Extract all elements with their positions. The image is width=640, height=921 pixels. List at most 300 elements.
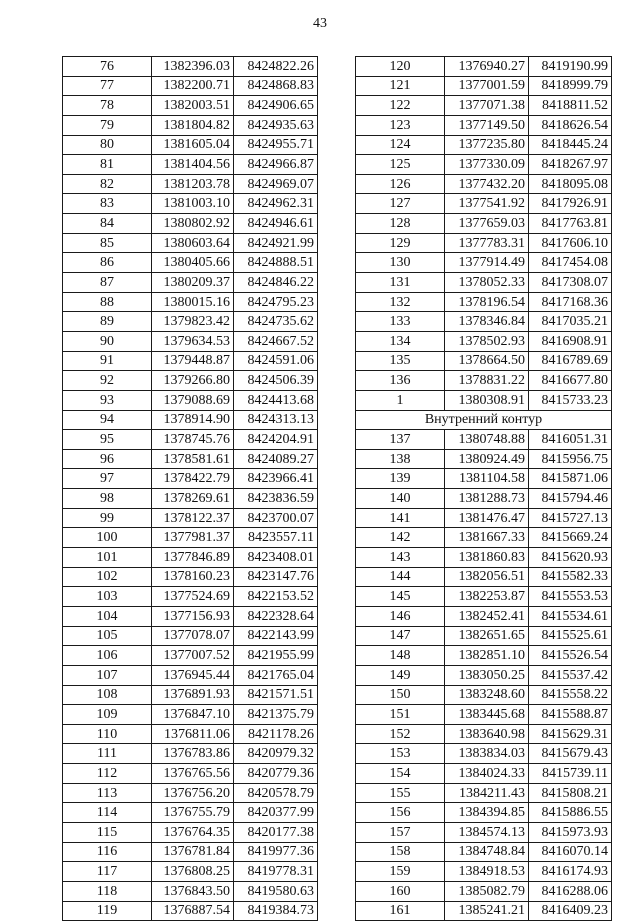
x-coordinate-cell: 1383640.98 xyxy=(445,724,529,744)
point-number-cell: 161 xyxy=(356,901,445,921)
y-coordinate-cell: 8415727.13 xyxy=(529,508,612,528)
table-row xyxy=(63,57,318,77)
table-row xyxy=(63,744,318,764)
point-number-cell: 91 xyxy=(63,351,152,371)
y-coordinate-cell: 8420779.36 xyxy=(234,764,318,784)
table-row xyxy=(63,194,318,214)
y-coordinate-cell: 8417308.07 xyxy=(529,273,612,293)
x-coordinate-cell: 1382253.87 xyxy=(445,587,529,607)
y-coordinate-cell: 8423147.76 xyxy=(234,567,318,587)
y-coordinate-cell: 8418811.52 xyxy=(529,96,612,116)
y-coordinate-cell: 8424591.06 xyxy=(234,351,318,371)
table-row xyxy=(63,783,318,803)
page-number: 43 xyxy=(313,16,327,31)
point-number-cell: 86 xyxy=(63,253,152,273)
x-coordinate-cell: 1385082.79 xyxy=(445,881,529,901)
point-number-cell: 117 xyxy=(63,862,152,882)
table-row xyxy=(356,764,612,784)
table-row xyxy=(63,665,318,685)
table-row xyxy=(356,371,612,391)
table-row xyxy=(356,174,612,194)
point-number-cell: 84 xyxy=(63,214,152,234)
x-coordinate-cell: 1377235.80 xyxy=(445,135,529,155)
point-number-cell: 144 xyxy=(356,567,445,587)
table-row xyxy=(63,881,318,901)
y-coordinate-cell: 8424846.22 xyxy=(234,273,318,293)
y-coordinate-cell: 8421765.04 xyxy=(234,665,318,685)
table-row xyxy=(63,174,318,194)
y-coordinate-cell: 8424966.87 xyxy=(234,155,318,175)
x-coordinate-cell: 1376811.06 xyxy=(152,724,234,744)
table-row xyxy=(356,292,612,312)
table-row xyxy=(356,331,612,351)
point-number-cell: 102 xyxy=(63,567,152,587)
x-coordinate-cell: 1376847.10 xyxy=(152,705,234,725)
x-coordinate-cell: 1384211.43 xyxy=(445,783,529,803)
table-row xyxy=(356,390,612,410)
y-coordinate-cell: 8420979.32 xyxy=(234,744,318,764)
y-coordinate-cell: 8415525.61 xyxy=(529,626,612,646)
table-row xyxy=(356,351,612,371)
table-row xyxy=(63,901,318,921)
table-row xyxy=(356,57,612,77)
y-coordinate-cell: 8415526.54 xyxy=(529,646,612,666)
y-coordinate-cell: 8416789.69 xyxy=(529,351,612,371)
point-number-cell: 118 xyxy=(63,881,152,901)
y-coordinate-cell: 8424946.61 xyxy=(234,214,318,234)
point-number-cell: 152 xyxy=(356,724,445,744)
table-row xyxy=(356,548,612,568)
y-coordinate-cell: 8424969.07 xyxy=(234,174,318,194)
x-coordinate-cell: 1383834.03 xyxy=(445,744,529,764)
y-coordinate-cell: 8415973.93 xyxy=(529,822,612,842)
table-row xyxy=(63,469,318,489)
y-coordinate-cell: 8415739.11 xyxy=(529,764,612,784)
table-row xyxy=(63,331,318,351)
x-coordinate-cell: 1383445.68 xyxy=(445,705,529,725)
x-coordinate-cell: 1377783.31 xyxy=(445,233,529,253)
x-coordinate-cell: 1377524.69 xyxy=(152,587,234,607)
y-coordinate-cell: 8415582.33 xyxy=(529,567,612,587)
table-row xyxy=(63,842,318,862)
x-coordinate-cell: 1377149.50 xyxy=(445,115,529,135)
point-number-cell: 130 xyxy=(356,253,445,273)
x-coordinate-cell: 1383050.25 xyxy=(445,665,529,685)
point-number-cell: 142 xyxy=(356,528,445,548)
table-row xyxy=(63,764,318,784)
x-coordinate-cell: 1377007.52 xyxy=(152,646,234,666)
table-row xyxy=(356,744,612,764)
point-number-cell: 149 xyxy=(356,665,445,685)
y-coordinate-cell: 8418626.54 xyxy=(529,115,612,135)
point-number-cell: 146 xyxy=(356,606,445,626)
point-number-cell: 103 xyxy=(63,587,152,607)
point-number-cell: 143 xyxy=(356,548,445,568)
x-coordinate-cell: 1376945.44 xyxy=(152,665,234,685)
point-number-cell: 82 xyxy=(63,174,152,194)
coordinates-table-right-body xyxy=(356,57,612,921)
point-number-cell: 81 xyxy=(63,155,152,175)
y-coordinate-cell: 8423408.01 xyxy=(234,548,318,568)
point-number-cell: 155 xyxy=(356,783,445,803)
point-number-cell: 89 xyxy=(63,312,152,332)
table-row xyxy=(63,371,318,391)
y-coordinate-cell: 8416288.06 xyxy=(529,881,612,901)
y-coordinate-cell: 8415886.55 xyxy=(529,803,612,823)
table-row xyxy=(63,292,318,312)
table-row xyxy=(356,783,612,803)
table-row xyxy=(356,606,612,626)
table-row xyxy=(63,489,318,509)
point-number-cell: 104 xyxy=(63,606,152,626)
y-coordinate-cell: 8417035.21 xyxy=(529,312,612,332)
x-coordinate-cell: 1381003.10 xyxy=(152,194,234,214)
coordinates-table-left-body xyxy=(63,57,318,921)
point-number-cell: 160 xyxy=(356,881,445,901)
x-coordinate-cell: 1376781.84 xyxy=(152,842,234,862)
y-coordinate-cell: 8417926.91 xyxy=(529,194,612,214)
table-row xyxy=(63,724,318,744)
x-coordinate-cell: 1377541.92 xyxy=(445,194,529,214)
x-coordinate-cell: 1383248.60 xyxy=(445,685,529,705)
y-coordinate-cell: 8421955.99 xyxy=(234,646,318,666)
x-coordinate-cell: 1376891.93 xyxy=(152,685,234,705)
table-row xyxy=(356,862,612,882)
x-coordinate-cell: 1384918.53 xyxy=(445,862,529,882)
y-coordinate-cell: 8424795.23 xyxy=(234,292,318,312)
y-coordinate-cell: 8419190.99 xyxy=(529,57,612,77)
y-coordinate-cell: 8424962.31 xyxy=(234,194,318,214)
y-coordinate-cell: 8417606.10 xyxy=(529,233,612,253)
x-coordinate-cell: 1377156.93 xyxy=(152,606,234,626)
x-coordinate-cell: 1380748.88 xyxy=(445,430,529,450)
table-row xyxy=(356,312,612,332)
y-coordinate-cell: 8421571.51 xyxy=(234,685,318,705)
y-coordinate-cell: 8422143.99 xyxy=(234,626,318,646)
point-number-cell: 88 xyxy=(63,292,152,312)
x-coordinate-cell: 1380308.91 xyxy=(445,390,529,410)
point-number-cell: 111 xyxy=(63,744,152,764)
x-coordinate-cell: 1377001.59 xyxy=(445,76,529,96)
point-number-cell: 101 xyxy=(63,548,152,568)
table-row xyxy=(63,528,318,548)
point-number-cell: 96 xyxy=(63,449,152,469)
y-coordinate-cell: 8416070.14 xyxy=(529,842,612,862)
table-row xyxy=(356,469,612,489)
point-number-cell: 156 xyxy=(356,803,445,823)
x-coordinate-cell: 1376764.35 xyxy=(152,822,234,842)
table-row xyxy=(356,567,612,587)
x-coordinate-cell: 1378346.84 xyxy=(445,312,529,332)
point-number-cell: 92 xyxy=(63,371,152,391)
point-number-cell: 77 xyxy=(63,76,152,96)
table-row xyxy=(63,253,318,273)
y-coordinate-cell: 8415871.06 xyxy=(529,469,612,489)
table-row xyxy=(63,115,318,135)
table-row xyxy=(63,803,318,823)
table-row xyxy=(63,312,318,332)
table-row xyxy=(63,96,318,116)
x-coordinate-cell: 1384748.84 xyxy=(445,842,529,862)
table-row xyxy=(63,862,318,882)
point-number-cell: 80 xyxy=(63,135,152,155)
table-row xyxy=(63,449,318,469)
table-row xyxy=(356,508,612,528)
x-coordinate-cell: 1381476.47 xyxy=(445,508,529,528)
y-coordinate-cell: 8417454.08 xyxy=(529,253,612,273)
point-number-cell: 100 xyxy=(63,528,152,548)
table-row xyxy=(356,449,612,469)
y-coordinate-cell: 8424204.91 xyxy=(234,430,318,450)
table-row xyxy=(356,194,612,214)
point-number-cell: 87 xyxy=(63,273,152,293)
x-coordinate-cell: 1380802.92 xyxy=(152,214,234,234)
table-row xyxy=(356,901,612,921)
x-coordinate-cell: 1376887.54 xyxy=(152,901,234,921)
y-coordinate-cell: 8420377.99 xyxy=(234,803,318,823)
x-coordinate-cell: 1382200.71 xyxy=(152,76,234,96)
x-coordinate-cell: 1381804.82 xyxy=(152,115,234,135)
table-row xyxy=(356,135,612,155)
x-coordinate-cell: 1378422.79 xyxy=(152,469,234,489)
table-row xyxy=(356,528,612,548)
point-number-cell: 136 xyxy=(356,371,445,391)
x-coordinate-cell: 1379634.53 xyxy=(152,331,234,351)
point-number-cell: 78 xyxy=(63,96,152,116)
table-row xyxy=(63,587,318,607)
table-row xyxy=(356,724,612,744)
point-number-cell: 93 xyxy=(63,390,152,410)
y-coordinate-cell: 8420177.38 xyxy=(234,822,318,842)
y-coordinate-cell: 8415956.75 xyxy=(529,449,612,469)
y-coordinate-cell: 8415679.43 xyxy=(529,744,612,764)
y-coordinate-cell: 8416409.23 xyxy=(529,901,612,921)
x-coordinate-cell: 1376808.25 xyxy=(152,862,234,882)
point-number-cell: 153 xyxy=(356,744,445,764)
table-row xyxy=(63,626,318,646)
table-row xyxy=(356,233,612,253)
point-number-cell: 151 xyxy=(356,705,445,725)
y-coordinate-cell: 8423836.59 xyxy=(234,489,318,509)
point-number-cell: 125 xyxy=(356,155,445,175)
x-coordinate-cell: 1381104.58 xyxy=(445,469,529,489)
y-coordinate-cell: 8415733.23 xyxy=(529,390,612,410)
point-number-cell: 113 xyxy=(63,783,152,803)
x-coordinate-cell: 1380405.66 xyxy=(152,253,234,273)
x-coordinate-cell: 1378914.90 xyxy=(152,410,234,430)
y-coordinate-cell: 8415620.93 xyxy=(529,548,612,568)
point-number-cell: 135 xyxy=(356,351,445,371)
x-coordinate-cell: 1378502.93 xyxy=(445,331,529,351)
inner-contour-header: Внутренний контур xyxy=(356,410,612,430)
x-coordinate-cell: 1376843.50 xyxy=(152,881,234,901)
table-row xyxy=(63,214,318,234)
y-coordinate-cell: 8417168.36 xyxy=(529,292,612,312)
table-row xyxy=(356,626,612,646)
y-coordinate-cell: 8424868.83 xyxy=(234,76,318,96)
table-row xyxy=(63,233,318,253)
y-coordinate-cell: 8419384.73 xyxy=(234,901,318,921)
point-number-cell: 79 xyxy=(63,115,152,135)
point-number-cell: 159 xyxy=(356,862,445,882)
point-number-cell: 95 xyxy=(63,430,152,450)
x-coordinate-cell: 1380209.37 xyxy=(152,273,234,293)
point-number-cell: 127 xyxy=(356,194,445,214)
table-row xyxy=(356,96,612,116)
y-coordinate-cell: 8424506.39 xyxy=(234,371,318,391)
y-coordinate-cell: 8424413.68 xyxy=(234,390,318,410)
table-row xyxy=(356,253,612,273)
point-number-cell: 99 xyxy=(63,508,152,528)
y-coordinate-cell: 8424955.71 xyxy=(234,135,318,155)
y-coordinate-cell: 8415558.22 xyxy=(529,685,612,705)
table-row xyxy=(63,685,318,705)
table-row xyxy=(63,430,318,450)
table-row xyxy=(63,390,318,410)
y-coordinate-cell: 8424888.51 xyxy=(234,253,318,273)
point-number-cell: 138 xyxy=(356,449,445,469)
y-coordinate-cell: 8424089.27 xyxy=(234,449,318,469)
x-coordinate-cell: 1377659.03 xyxy=(445,214,529,234)
table-row xyxy=(63,508,318,528)
y-coordinate-cell: 8422153.52 xyxy=(234,587,318,607)
table-row xyxy=(63,606,318,626)
coordinates-table-left xyxy=(62,56,318,921)
x-coordinate-cell: 1381404.56 xyxy=(152,155,234,175)
x-coordinate-cell: 1382851.10 xyxy=(445,646,529,666)
point-number-cell: 137 xyxy=(356,430,445,450)
point-number-cell: 123 xyxy=(356,115,445,135)
table-row xyxy=(63,351,318,371)
table-row xyxy=(63,646,318,666)
table-row xyxy=(63,155,318,175)
point-number-cell: 128 xyxy=(356,214,445,234)
point-number-cell: 124 xyxy=(356,135,445,155)
x-coordinate-cell: 1378664.50 xyxy=(445,351,529,371)
x-coordinate-cell: 1379088.69 xyxy=(152,390,234,410)
y-coordinate-cell: 8416174.93 xyxy=(529,862,612,882)
x-coordinate-cell: 1376765.56 xyxy=(152,764,234,784)
y-coordinate-cell: 8418445.24 xyxy=(529,135,612,155)
x-coordinate-cell: 1377071.38 xyxy=(445,96,529,116)
point-number-cell: 150 xyxy=(356,685,445,705)
x-coordinate-cell: 1377330.09 xyxy=(445,155,529,175)
table-row xyxy=(356,273,612,293)
y-coordinate-cell: 8416051.31 xyxy=(529,430,612,450)
table-row xyxy=(356,489,612,509)
table-row xyxy=(356,155,612,175)
x-coordinate-cell: 1378745.76 xyxy=(152,430,234,450)
point-number-cell: 145 xyxy=(356,587,445,607)
point-number-cell: 158 xyxy=(356,842,445,862)
x-coordinate-cell: 1382452.41 xyxy=(445,606,529,626)
point-number-cell: 98 xyxy=(63,489,152,509)
y-coordinate-cell: 8424906.65 xyxy=(234,96,318,116)
y-coordinate-cell: 8419977.36 xyxy=(234,842,318,862)
point-number-cell: 106 xyxy=(63,646,152,666)
y-coordinate-cell: 8418095.08 xyxy=(529,174,612,194)
point-number-cell: 94 xyxy=(63,410,152,430)
y-coordinate-cell: 8424735.62 xyxy=(234,312,318,332)
point-number-cell: 129 xyxy=(356,233,445,253)
x-coordinate-cell: 1381203.78 xyxy=(152,174,234,194)
y-coordinate-cell: 8424313.13 xyxy=(234,410,318,430)
x-coordinate-cell: 1376940.27 xyxy=(445,57,529,77)
y-coordinate-cell: 8416908.91 xyxy=(529,331,612,351)
table-row xyxy=(63,410,318,430)
table-row xyxy=(356,76,612,96)
point-number-cell: 1 xyxy=(356,390,445,410)
y-coordinate-cell: 8417763.81 xyxy=(529,214,612,234)
point-number-cell: 131 xyxy=(356,273,445,293)
y-coordinate-cell: 8415629.31 xyxy=(529,724,612,744)
point-number-cell: 105 xyxy=(63,626,152,646)
table-row xyxy=(356,665,612,685)
x-coordinate-cell: 1380924.49 xyxy=(445,449,529,469)
point-number-cell: 120 xyxy=(356,57,445,77)
point-number-cell: 148 xyxy=(356,646,445,666)
point-number-cell: 133 xyxy=(356,312,445,332)
point-number-cell: 76 xyxy=(63,57,152,77)
x-coordinate-cell: 1377846.89 xyxy=(152,548,234,568)
x-coordinate-cell: 1384574.13 xyxy=(445,822,529,842)
x-coordinate-cell: 1377981.37 xyxy=(152,528,234,548)
x-coordinate-cell: 1382396.03 xyxy=(152,57,234,77)
x-coordinate-cell: 1382003.51 xyxy=(152,96,234,116)
point-number-cell: 97 xyxy=(63,469,152,489)
y-coordinate-cell: 8415534.61 xyxy=(529,606,612,626)
x-coordinate-cell: 1381667.33 xyxy=(445,528,529,548)
point-number-cell: 116 xyxy=(63,842,152,862)
y-coordinate-cell: 8416677.80 xyxy=(529,371,612,391)
x-coordinate-cell: 1377914.49 xyxy=(445,253,529,273)
table-row xyxy=(356,214,612,234)
x-coordinate-cell: 1377432.20 xyxy=(445,174,529,194)
y-coordinate-cell: 8424935.63 xyxy=(234,115,318,135)
y-coordinate-cell: 8418267.97 xyxy=(529,155,612,175)
table-row xyxy=(356,822,612,842)
point-number-cell: 139 xyxy=(356,469,445,489)
x-coordinate-cell: 1378831.22 xyxy=(445,371,529,391)
y-coordinate-cell: 8424921.99 xyxy=(234,233,318,253)
point-number-cell: 140 xyxy=(356,489,445,509)
point-number-cell: 114 xyxy=(63,803,152,823)
point-number-cell: 147 xyxy=(356,626,445,646)
x-coordinate-cell: 1376756.20 xyxy=(152,783,234,803)
section-header-row xyxy=(356,410,612,430)
point-number-cell: 110 xyxy=(63,724,152,744)
y-coordinate-cell: 8424667.52 xyxy=(234,331,318,351)
coordinates-table-right xyxy=(355,56,612,921)
table-row xyxy=(356,646,612,666)
y-coordinate-cell: 8423966.41 xyxy=(234,469,318,489)
point-number-cell: 115 xyxy=(63,822,152,842)
y-coordinate-cell: 8419580.63 xyxy=(234,881,318,901)
x-coordinate-cell: 1385241.21 xyxy=(445,901,529,921)
point-number-cell: 157 xyxy=(356,822,445,842)
y-coordinate-cell: 8415537.42 xyxy=(529,665,612,685)
table-row xyxy=(63,76,318,96)
y-coordinate-cell: 8420578.79 xyxy=(234,783,318,803)
point-number-cell: 134 xyxy=(356,331,445,351)
point-number-cell: 122 xyxy=(356,96,445,116)
x-coordinate-cell: 1384024.33 xyxy=(445,764,529,784)
x-coordinate-cell: 1378052.33 xyxy=(445,273,529,293)
table-row xyxy=(63,567,318,587)
point-number-cell: 109 xyxy=(63,705,152,725)
y-coordinate-cell: 8415588.87 xyxy=(529,705,612,725)
table-row xyxy=(356,881,612,901)
